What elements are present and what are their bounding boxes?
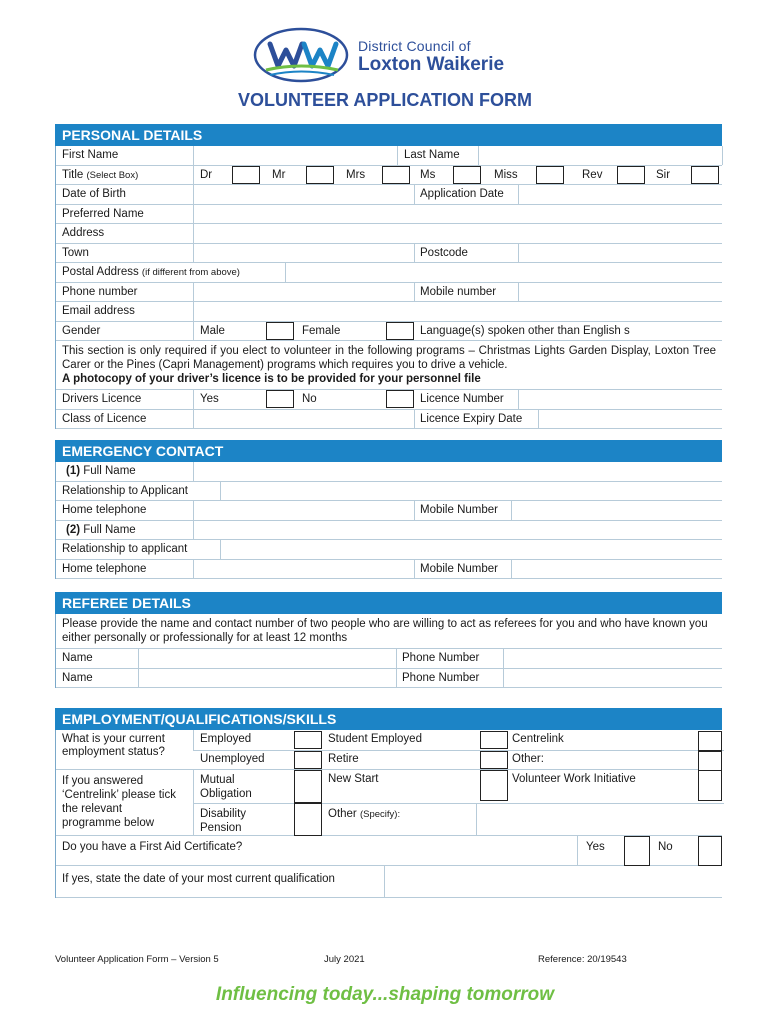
title-sir-checkbox[interactable]	[691, 166, 719, 184]
mobile-label: Mobile number	[420, 285, 497, 298]
licence-note-bold: A photocopy of your driver’s licence is to be provided for your personnel file	[62, 373, 481, 385]
centrelink-label: Centrelink	[512, 733, 564, 745]
form-title: VOLUNTEER APPLICATION FORM	[238, 90, 532, 110]
retire-checkbox[interactable]	[480, 751, 508, 769]
volunteer-work-label: Volunteer Work Initiative	[512, 773, 636, 785]
contact2-name-field[interactable]	[193, 521, 723, 540]
contact1-relationship-field[interactable]	[220, 482, 723, 501]
postcode-label: Postcode	[420, 246, 468, 259]
first-aid-date-label: If yes, state the date of your most current qualification	[62, 873, 335, 885]
first-aid-date-field[interactable]	[384, 866, 724, 898]
contact2-relationship-label: Relationship to applicant	[62, 543, 188, 555]
languages-label: Language(s) spoken other than English s	[420, 324, 630, 337]
postcode-field[interactable]	[518, 244, 723, 263]
contact1-relationship-label: Relationship to Applicant	[62, 484, 188, 497]
contact2-mobile-label: Mobile Number	[420, 562, 498, 575]
referee2-phone-field[interactable]	[503, 669, 723, 688]
other-specify-label: Other (Specify):	[328, 808, 401, 820]
council-logo	[252, 26, 350, 84]
gender-female-label: Female	[302, 324, 341, 337]
preferred-name-label: Preferred Name	[62, 207, 144, 220]
postal-address-field[interactable]	[286, 263, 723, 282]
contact2-relationship-field[interactable]	[220, 540, 723, 559]
licence-yes-label: Yes	[193, 390, 219, 409]
footer-reference: Reference: 20/19543	[538, 954, 627, 965]
footer-version: Volunteer Application Form – Version 5	[55, 954, 219, 965]
title-dr-checkbox[interactable]	[232, 166, 260, 184]
last-name-field[interactable]	[478, 146, 723, 165]
first-name-label: First Name	[62, 149, 119, 161]
licence-note: This section is only required if you elect to volunteer in the following programs – Christmas Lights Garden Display, Loxton Tree Carer or the Pines (Capri Management) programs which requires you to drive a vehicle. A photocopy of your driver’s licence is to be provided for your personnel file	[56, 341, 722, 390]
phone-field[interactable]	[193, 283, 415, 302]
new-start-label: New Start	[328, 773, 379, 785]
title-ms-checkbox[interactable]	[453, 166, 481, 184]
licence-expiry-label: Licence Expiry Date	[420, 412, 523, 425]
application-date-field[interactable]	[518, 185, 723, 204]
contact2-home-tel-field[interactable]	[193, 560, 415, 579]
dob-field[interactable]	[193, 185, 415, 204]
gender-label: Gender	[62, 324, 101, 337]
title-mr-checkbox[interactable]	[306, 166, 334, 184]
disability-pension-label: Disability Pension	[200, 808, 247, 834]
licence-number-label: Licence Number	[420, 393, 504, 405]
employment-section	[55, 708, 722, 898]
emergency-contact-section	[55, 440, 722, 579]
footer-date: July 2021	[324, 954, 365, 965]
contact1-home-tel-field[interactable]	[193, 501, 415, 520]
referee1-name-label: Name	[62, 652, 93, 664]
council-name-line1: District Council of	[358, 38, 471, 54]
licence-no-label: No	[302, 393, 317, 405]
new-start-checkbox[interactable]	[480, 770, 508, 801]
disability-pension-checkbox[interactable]	[294, 803, 322, 836]
title-ms-label: Ms	[420, 168, 436, 181]
dob-label: Date of Birth	[62, 188, 126, 200]
mobile-field[interactable]	[518, 283, 723, 302]
volunteer-work-checkbox[interactable]	[698, 770, 722, 801]
preferred-name-field[interactable]	[193, 205, 723, 224]
postal-address-label: Postal Address (if different from above)	[56, 263, 286, 282]
title-rev-checkbox[interactable]	[617, 166, 645, 184]
referee2-phone-label: Phone Number	[402, 671, 480, 684]
title-mr-label: Mr	[272, 168, 286, 181]
address-field[interactable]	[193, 224, 723, 243]
title-mrs-checkbox[interactable]	[382, 166, 410, 184]
contact1-name-label: (1) Full Name	[66, 465, 136, 477]
title-rev-label: Rev	[582, 168, 603, 181]
contact1-home-tel-label: Home telephone	[62, 504, 147, 516]
personal-details-section	[55, 124, 722, 429]
contact2-home-tel-label: Home telephone	[62, 562, 147, 575]
student-employed-label: Student Employed	[328, 733, 422, 745]
referee-details-section	[55, 592, 722, 688]
class-of-licence-label: Class of Licence	[62, 412, 147, 425]
class-of-licence-field[interactable]	[193, 410, 415, 429]
centrelink-checkbox[interactable]	[698, 731, 722, 751]
other-specify-field[interactable]	[476, 803, 724, 836]
title-mrs-label: Mrs	[346, 168, 366, 181]
first-aid-yes-label: Yes	[586, 841, 605, 853]
employed-label: Employed	[200, 733, 252, 745]
address-label: Address	[62, 227, 105, 239]
last-name-label: Last Name	[404, 149, 460, 161]
title-miss-label: Miss	[494, 168, 518, 181]
town-field[interactable]	[193, 244, 415, 263]
other-employment-label: Other:	[512, 753, 544, 765]
slogan: Influencing today...shaping tomorrow	[215, 984, 555, 1005]
drivers-licence-label: Drivers Licence	[62, 393, 142, 405]
employment-heading: EMPLOYMENT/QUALIFICATIONS/SKILLS	[55, 708, 722, 730]
gender-female-checkbox[interactable]	[386, 322, 414, 340]
licence-number-field[interactable]	[518, 390, 723, 409]
referee-details-heading: REFEREE DETAILS	[55, 592, 722, 614]
phone-label: Phone number	[62, 285, 138, 298]
title-dr-label: Dr	[193, 166, 212, 185]
unemployed-checkbox[interactable]	[294, 751, 322, 769]
first-name-field[interactable]	[193, 146, 398, 165]
gender-male-label: Male	[193, 322, 225, 341]
first-aid-question: Do you have a First Aid Certificate?	[62, 841, 243, 853]
first-aid-no-label: No	[658, 841, 673, 853]
council-name-line2: Loxton Waikerie	[358, 54, 505, 75]
referee-intro: Please provide the name and contact number of two people who are willing to act as referees for you and who have known you either personally or professionally for at least 12 months	[56, 614, 722, 649]
gender-male-checkbox[interactable]	[266, 322, 294, 340]
licence-no-checkbox[interactable]	[386, 390, 414, 408]
unemployed-label: Unemployed	[200, 753, 265, 765]
referee2-name-field[interactable]	[138, 669, 397, 688]
contact2-mobile-field[interactable]	[511, 560, 723, 579]
employed-checkbox[interactable]	[294, 731, 322, 749]
referee1-name-field[interactable]	[138, 649, 397, 668]
employment-status-question: What is your current employment status?	[62, 733, 165, 758]
first-aid-yes-checkbox[interactable]	[624, 836, 650, 866]
contact2-name-label: (2) Full Name	[66, 523, 136, 536]
centrelink-programme-question: If you answered ‘Centrelink’ please tick the relevant programme below	[62, 775, 176, 829]
title-label: Title (Select Box)	[62, 168, 139, 181]
mutual-obligation-label: Mutual Obligation	[200, 774, 252, 800]
referee1-phone-label: Phone Number	[402, 652, 480, 664]
licence-expiry-field[interactable]	[538, 410, 723, 429]
contact1-mobile-label: Mobile Number	[420, 504, 498, 516]
referee1-phone-field[interactable]	[503, 649, 723, 668]
contact1-mobile-field[interactable]	[511, 501, 723, 520]
referee2-name-label: Name	[62, 671, 93, 684]
licence-yes-checkbox[interactable]	[266, 390, 294, 408]
student-employed-checkbox[interactable]	[480, 731, 508, 749]
title-miss-checkbox[interactable]	[536, 166, 564, 184]
email-field[interactable]	[193, 302, 723, 321]
emergency-contact-heading: EMERGENCY CONTACT	[55, 440, 722, 462]
contact1-name-field[interactable]	[193, 462, 723, 481]
other-employment-checkbox[interactable]	[698, 751, 722, 771]
town-label: Town	[62, 246, 89, 259]
title-sir-label: Sir	[656, 168, 671, 181]
application-date-label: Application Date	[420, 188, 504, 200]
mutual-obligation-checkbox[interactable]	[294, 770, 322, 803]
first-aid-no-checkbox[interactable]	[698, 836, 722, 866]
retire-label: Retire	[328, 753, 359, 765]
email-label: Email address	[62, 305, 135, 317]
personal-details-heading: PERSONAL DETAILS	[55, 124, 722, 146]
